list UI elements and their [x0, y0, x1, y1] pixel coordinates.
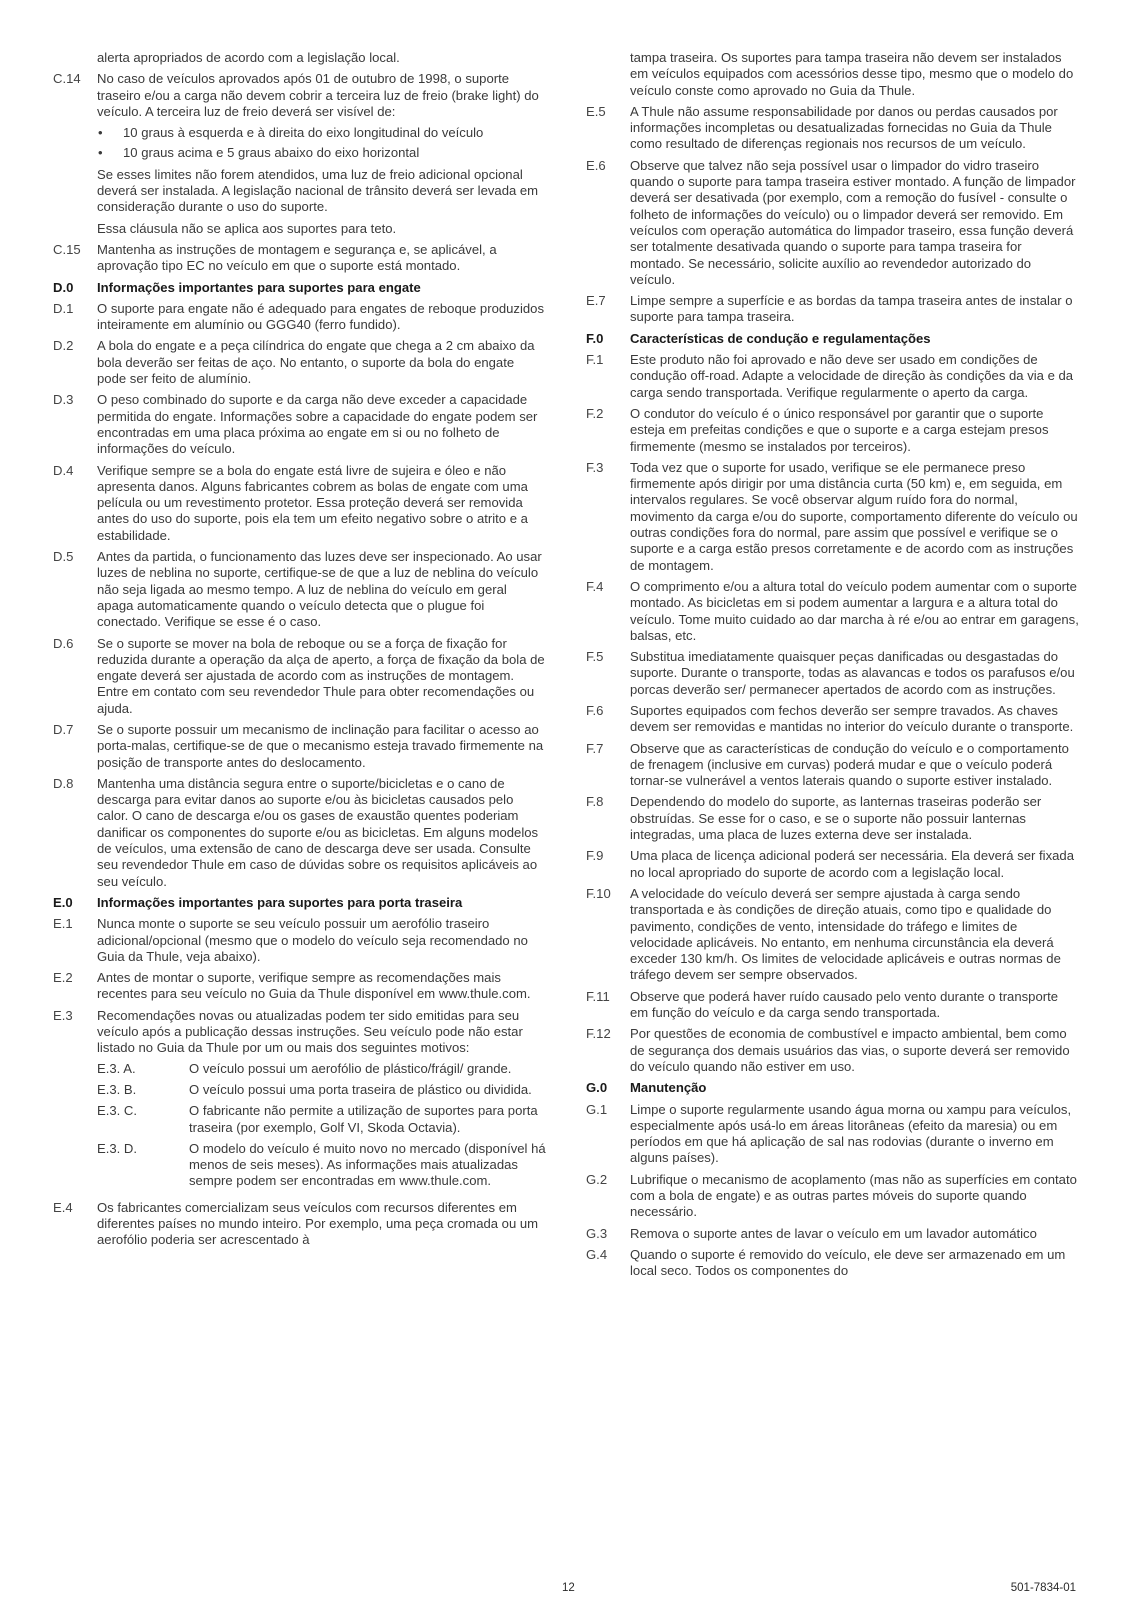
section-heading-f [586, 331, 1079, 347]
clause-number: E.4 [53, 1199, 73, 1215]
section-title: Manutenção [630, 1080, 707, 1096]
clause-number: D.7 [53, 721, 74, 737]
clause-number: F.1 [586, 352, 604, 368]
right-column [586, 50, 1079, 1284]
clause-number: F.8 [586, 794, 604, 810]
clause-number: G.2 [586, 1171, 608, 1187]
clause-text: Remova o suporte antes de lavar o veículo em um lavador automático [630, 1225, 1037, 1241]
clause-number: E.3 [53, 1007, 73, 1023]
clause-text: Observe que poderá haver ruído causado pelo vento durante o transporte em função do veículo e da carga sendo transportada. [630, 988, 1059, 1021]
clause-f10 [586, 886, 1079, 984]
clause-number: F.5 [586, 649, 604, 665]
clause-text: Antes da partida, o funcionamento das luzes deve ser inspecionado. Ao usar luzes de neblina no suporte, certifique-se de que a luz de neblina do veículo não seja ligada ao mesmo tempo. A luz de neblina do veículo em geral apaga automaticamente quando o veículo detecta que o plugue foi conectado. Verifique se esse é o caso. [97, 549, 542, 630]
clause-f12 [586, 1026, 1079, 1075]
clause-number: F.11 [586, 988, 610, 1004]
subclause-text: O fabricante não permite a utilização de suportes para porta traseira (por exemplo, Golf VI, Skoda Octavia). [189, 1103, 538, 1135]
section-title: Características de condução e regulamentações [630, 330, 931, 346]
section-number: E.0 [53, 894, 73, 910]
clause-text: O suporte para engate não é adequado para engates de reboque produzidos inteiramente em alumínio ou GGG40 (ferro fundido). [97, 300, 544, 333]
clause-text: Observe que talvez não seja possível usar o limpador do vidro traseiro quando o suporte para tampa traseira estiver montado. A função de limpador deverá ser desativada (por exemplo, com a remoção do fusível - consulte o folheto de informações do veículo) ou o limpador deverá ser removido. Em veículos com operação automática do limpador traseiro, essa função deverá ser totalmente desativada quando o suporte para tampa traseira for montado. Se necessário, solicite auxílio ao revendedor autorizado do veículo. [630, 157, 1076, 287]
clause-text: A bola do engate e a peça cilíndrica do engate que chega a 2 cm abaixo da bola deverão ser feitas de aço. No entanto, o suporte da bola do engate pode ser feito de alumínio. [97, 338, 535, 387]
clause-body [97, 71, 546, 237]
clause-text: Recomendações novas ou atualizadas podem ter sido emitidas para seu veículo após a publicação dessas instruções. Seu veículo pode não estar listado no Guia da Thule por um ou mais dos seguintes motivos: [97, 1007, 523, 1056]
clause-number: E.1 [53, 916, 73, 932]
clause-number: F.6 [586, 702, 604, 718]
bullet-text: 10 graus à esquerda e à direita do eixo longitudinal do veículo [123, 125, 484, 141]
clause-number: D.2 [53, 338, 74, 354]
section-title: Informações importantes para suportes para engate [97, 279, 421, 295]
clause-body [97, 1008, 546, 1195]
clause-g3 [586, 1226, 1079, 1242]
clause-number: D.3 [53, 392, 74, 408]
clause-f11 [586, 989, 1079, 1022]
clause-text: Observe que as características de condução do veículo e o comportamento de frenagem (inclusive em curvas) poderá mudar e que o veículo poderá tornar-se vulnerável a ventos laterais quando o suporte estiver instalado. [630, 740, 1069, 789]
clause-text: Verifique sempre se a bola do engate está livre de sujeira e óleo e não apresenta danos. Alguns fabricantes cobrem as bolas de engate com uma película ou um revestimento protetor. Essa proteção deverá ser removida antes do uso do suporte, pois ela tem um efeito negativo sobre o atrito e a estabilidade. [97, 462, 528, 543]
subclause-item [97, 1082, 546, 1098]
bullet-list [97, 125, 546, 162]
clause-text: Substitua imediatamente quaisquer peças danificadas ou desgastadas do suporte. Durante o transporte, todas as alavancas e todos os parafusos e/ou porcas deverão ser/ permanecer apertados de acordo com as instruções. [630, 649, 1075, 697]
clause-c14 [53, 71, 546, 237]
clause-number: D.6 [53, 635, 74, 651]
clause-number: F.12 [586, 1026, 611, 1042]
clause-text: Se o suporte possuir um mecanismo de inclinação para facilitar o acesso ao porta-malas, certifique-se de que o mecanismo esteja travado firmemente na posição de transporte antes do deslocamento. [97, 721, 544, 770]
bullet-icon: • [98, 125, 103, 141]
clause-f4 [586, 579, 1079, 644]
clause-text: O peso combinado do suporte e da carga não deve exceder a capacidade permitida do engate. Informações sobre a capacidade do engate podem ser encontradas em uma placa próxima ao engate em si ou no folheto de informações do veículo. [97, 392, 538, 457]
clause-text: Toda vez que o suporte for usado, verifique se ele permanece preso firmemente após dirigir por uma distância curta (50 km) e, em seguida, em intervalos regulares. Se você observar algum ruído fora do normal, movimento da carga e/ou do suporte, comportamento diferente do veículo ou outras condições fora do normal, pare assim que possível e verifique se o suporte e a carga estão presos corretamente e de acordo com as instruções de montagem. [630, 459, 1078, 573]
clause-number: E.2 [53, 970, 73, 986]
clause-text: Os fabricantes comercializam seus veículos com recursos diferentes em diferentes países no mundo inteiro. Por exemplo, uma peça cromada ou um aerofólio poderia ser acrescentado à [97, 1199, 539, 1248]
subclause-list [97, 1061, 546, 1190]
subclause-item [97, 1103, 546, 1136]
clause-text: Lubrifique o mecanismo de acoplamento (mas não as superfícies em contato com a bola de engate) e as outras partes móveis do suporte quando necessário. [630, 1171, 1077, 1220]
section-heading-e [53, 895, 546, 911]
clause-e3 [53, 1008, 546, 1195]
section-heading-d [53, 280, 546, 296]
clause-text: Dependendo do modelo do suporte, as lanternas traseiras poderão ser obstruídas. Se esse for o caso, e se o suporte não possuir lanternas integradas, uma placa de luzes externa deve ser instalada. [630, 794, 1042, 843]
clause-number: F.2 [586, 405, 604, 421]
clause-text: A velocidade do veículo deverá ser sempre ajustada à carga sendo transportada e às condições de direção atuais, como tipo e qualidade do pavimento, condições de vento, intensidade do tráfego e limites de velocidade aplicáveis. No entanto, em nenhuma circunstância ela deverá exceder 130 km/h. Os limites de velocidade aplicáveis e outras normas de tráfego devem ser sempre observados. [630, 885, 1061, 983]
clause-f8 [586, 794, 1079, 843]
clause-number: E.6 [586, 157, 606, 173]
subclause-item [97, 1061, 546, 1077]
bullet-icon: • [98, 145, 103, 161]
continued-text: alerta apropriados de acordo com a legislação local. [97, 50, 400, 65]
clause-d4 [53, 463, 546, 544]
clause-number: D.4 [53, 462, 74, 478]
section-heading-g [586, 1080, 1079, 1096]
subclause-text: O modelo do veículo é muito novo no mercado (disponível há menos de seis meses). As informações mais atualizadas sempre podem ser encontradas em www.thule.com. [189, 1140, 546, 1189]
clause-number: F.4 [586, 578, 604, 594]
clause-number: G.3 [586, 1225, 608, 1241]
subclause-item [97, 1141, 546, 1190]
subclause-number: E.3. A. [97, 1060, 136, 1076]
clause-text: A Thule não assume responsabilidade por danos ou perdas causados por informações incompletas ou desatualizadas fornecidas no Guia da Thule como resultado de diferenças regionais nos recursos de um veículo. [630, 103, 1058, 152]
clause-text: Mantenha as instruções de montagem e segurança e, se aplicável, a aprovação tipo EC no veículo em que o suporte está montado. [97, 241, 497, 274]
clause-d5 [53, 549, 546, 630]
clause-text: Uma placa de licença adicional poderá ser necessária. Ela deverá ser fixada no local apropriado do suporte de acordo com a legislação local. [630, 848, 1074, 880]
bullet-item [97, 145, 546, 161]
clause-text: Este produto não foi aprovado e não deve ser usado em condições de condução off-road. Adapte a velocidade de direção às condições da via e da carga sendo transportada. Verifique regularmente o aperto da carga. [630, 352, 1074, 400]
clause-text: Suportes equipados com fechos deverão ser sempre travados. As chaves devem ser removidas e mantidas no interior do veículo durante o transporte. [630, 702, 1074, 735]
clause-e1 [53, 916, 546, 965]
clause-text: Por questões de economia de combustível e impacto ambiental, bem como de segurança dos demais usuários das vias, o suporte deverá ser removido do veículo quando não estiver em uso. [630, 1026, 1070, 1074]
page-number: 12 [562, 1582, 575, 1594]
clause-d2 [53, 338, 546, 387]
clause-e7 [586, 293, 1079, 326]
clause-f5 [586, 649, 1079, 698]
clause-f2 [586, 406, 1079, 455]
clause-number: G.1 [586, 1101, 608, 1117]
clause-d7 [53, 722, 546, 771]
clause-g2 [586, 1172, 1079, 1221]
clause-f9 [586, 848, 1079, 881]
clause-f7 [586, 741, 1079, 790]
subclause-number: E.3. D. [97, 1140, 138, 1156]
section-number: D.0 [53, 279, 74, 295]
section-number: F.0 [586, 330, 604, 346]
clause-d6 [53, 636, 546, 717]
subclause-number: E.3. C. [97, 1103, 138, 1119]
clause-text: Nunca monte o suporte se seu veículo possuir um aerofólio traseiro adicional/opcional (mesmo que o modelo do veículo seja recomendado no Guia da Thule, veja abaixo). [97, 916, 528, 964]
document-number: 501-7834-01 [1010, 1582, 1076, 1594]
clause-text: Limpe sempre a superfície e as bordas da tampa traseira antes de instalar o suporte para tampa traseira. [630, 293, 1073, 325]
clause-number: D.1 [53, 300, 74, 316]
clause-number: E.7 [586, 293, 606, 309]
clause-number: F.10 [586, 885, 611, 901]
clause-text: Antes de montar o suporte, verifique sempre as recomendações mais recentes para seu veículo no Guia da Thule disponível em www.thule.com. [97, 970, 531, 1002]
clause-e4 [53, 1200, 546, 1249]
clause-text: Limpe o suporte regularmente usando água morna ou xampu para veículos, especialmente após usá-lo em áreas litorâneas (efeito da maresia) ou em períodos em que há aplicação de sal nas rodovias (durante o inverno em alguns países). [630, 1101, 1072, 1166]
subclause-text: O veículo possui um aerofólio de plástico/frágil/ grande. [189, 1060, 512, 1076]
clause-number: E.5 [586, 103, 606, 119]
clause-f1 [586, 352, 1079, 401]
clause-c15 [53, 242, 546, 275]
clause-g1 [586, 1102, 1079, 1167]
bullet-item [97, 125, 546, 141]
clause-text: Quando o suporte é removido do veículo, ele deve ser armazenado em um local seco. Todos os componentes do [630, 1246, 1066, 1279]
continued-text: tampa traseira. Os suportes para tampa traseira não devem ser instalados em veículos equipados com acessórios desse tipo, mesmo que o modelo do veículo conste como aprovado no Guia da Thule. [630, 50, 1074, 98]
clause-f6 [586, 703, 1079, 736]
clause-number: F.7 [586, 740, 604, 756]
clause-number: C.14 [53, 71, 81, 87]
clause-f3 [586, 460, 1079, 574]
clause-e2 [53, 970, 546, 1003]
clause-e5 [586, 104, 1079, 153]
subclause-number: E.3. B. [97, 1081, 137, 1097]
clause-number: G.4 [586, 1246, 608, 1262]
clause-number: C.15 [53, 241, 81, 257]
clause-d8 [53, 776, 546, 890]
section-title: Informações importantes para suportes para porta traseira [97, 894, 463, 910]
clause-g4 [586, 1247, 1079, 1280]
clause-text: Essa cláusula não se aplica aos suportes para teto. [97, 220, 397, 236]
clause-text: Se o suporte se mover na bola de reboque ou se a força de fixação for reduzida durante a operação da alça de aperto, a força de fixação da bola de engate deverá ser ajustada de acordo com as instruções de montagem. Entre em contato com seu revendedor Thule para obter recomendações ou ajuda. [97, 635, 545, 716]
clause-text: Mantenha uma distância segura entre o suporte/bicicletas e o cano de descarga para evitar danos ao suporte e/ou às bicicletas causados pelo calor. O cano de descarga e/ou os gases de exaustão quentes poderiam danificar os componentes do suporte e/ou as bicicletas. Em alguns modelos de veículos, uma extensão de cano de descarga deve ser usada. Consulte seu revendedor Thule em caso de dúvidas sobre os requisitos aplicáveis ao seu veículo. [97, 775, 539, 889]
clause-text: O condutor do veículo é o único responsável por garantir que o suporte esteja em prefeitas condições e que o suporte e a carga estejam presos firmemente (mesmo se instalados por terceiros). [630, 405, 1049, 454]
section-number: G.0 [586, 1080, 608, 1096]
clause-d3 [53, 392, 546, 457]
clause-d1 [53, 301, 546, 334]
clause-number: D.5 [53, 549, 74, 565]
clause-text: O comprimento e/ou a altura total do veículo podem aumentar com o suporte montado. As bicicletas em si podem aumentar a largura e a altura total do veículo. Tome muito cuidado ao dar marcha à ré e/ou ao entrar em garagens, balsas, etc. [630, 578, 1079, 643]
clause-number: F.9 [586, 848, 604, 864]
clause-number: D.8 [53, 775, 74, 791]
clause-e6 [586, 158, 1079, 288]
clause-text: Se esses limites não forem atendidos, uma luz de freio adicional opcional deverá ser instalada. A legislação nacional de trânsito deverá ser levada em consideração durante o uso do suporte. [97, 166, 539, 215]
clause-text: No caso de veículos aprovados após 01 de outubro de 1998, o suporte traseiro e/ou a carga não devem cobrir a terceira luz de freio (brake light) do veículo. A terceira luz de freio deverá ser visível de: [97, 71, 539, 119]
clause-number: F.3 [586, 459, 604, 475]
subclause-text: O veículo possui uma porta traseira de plástico ou dividida. [189, 1081, 532, 1097]
bullet-text: 10 graus acima e 5 graus abaixo do eixo horizontal [123, 145, 420, 161]
left-column [53, 50, 546, 1254]
